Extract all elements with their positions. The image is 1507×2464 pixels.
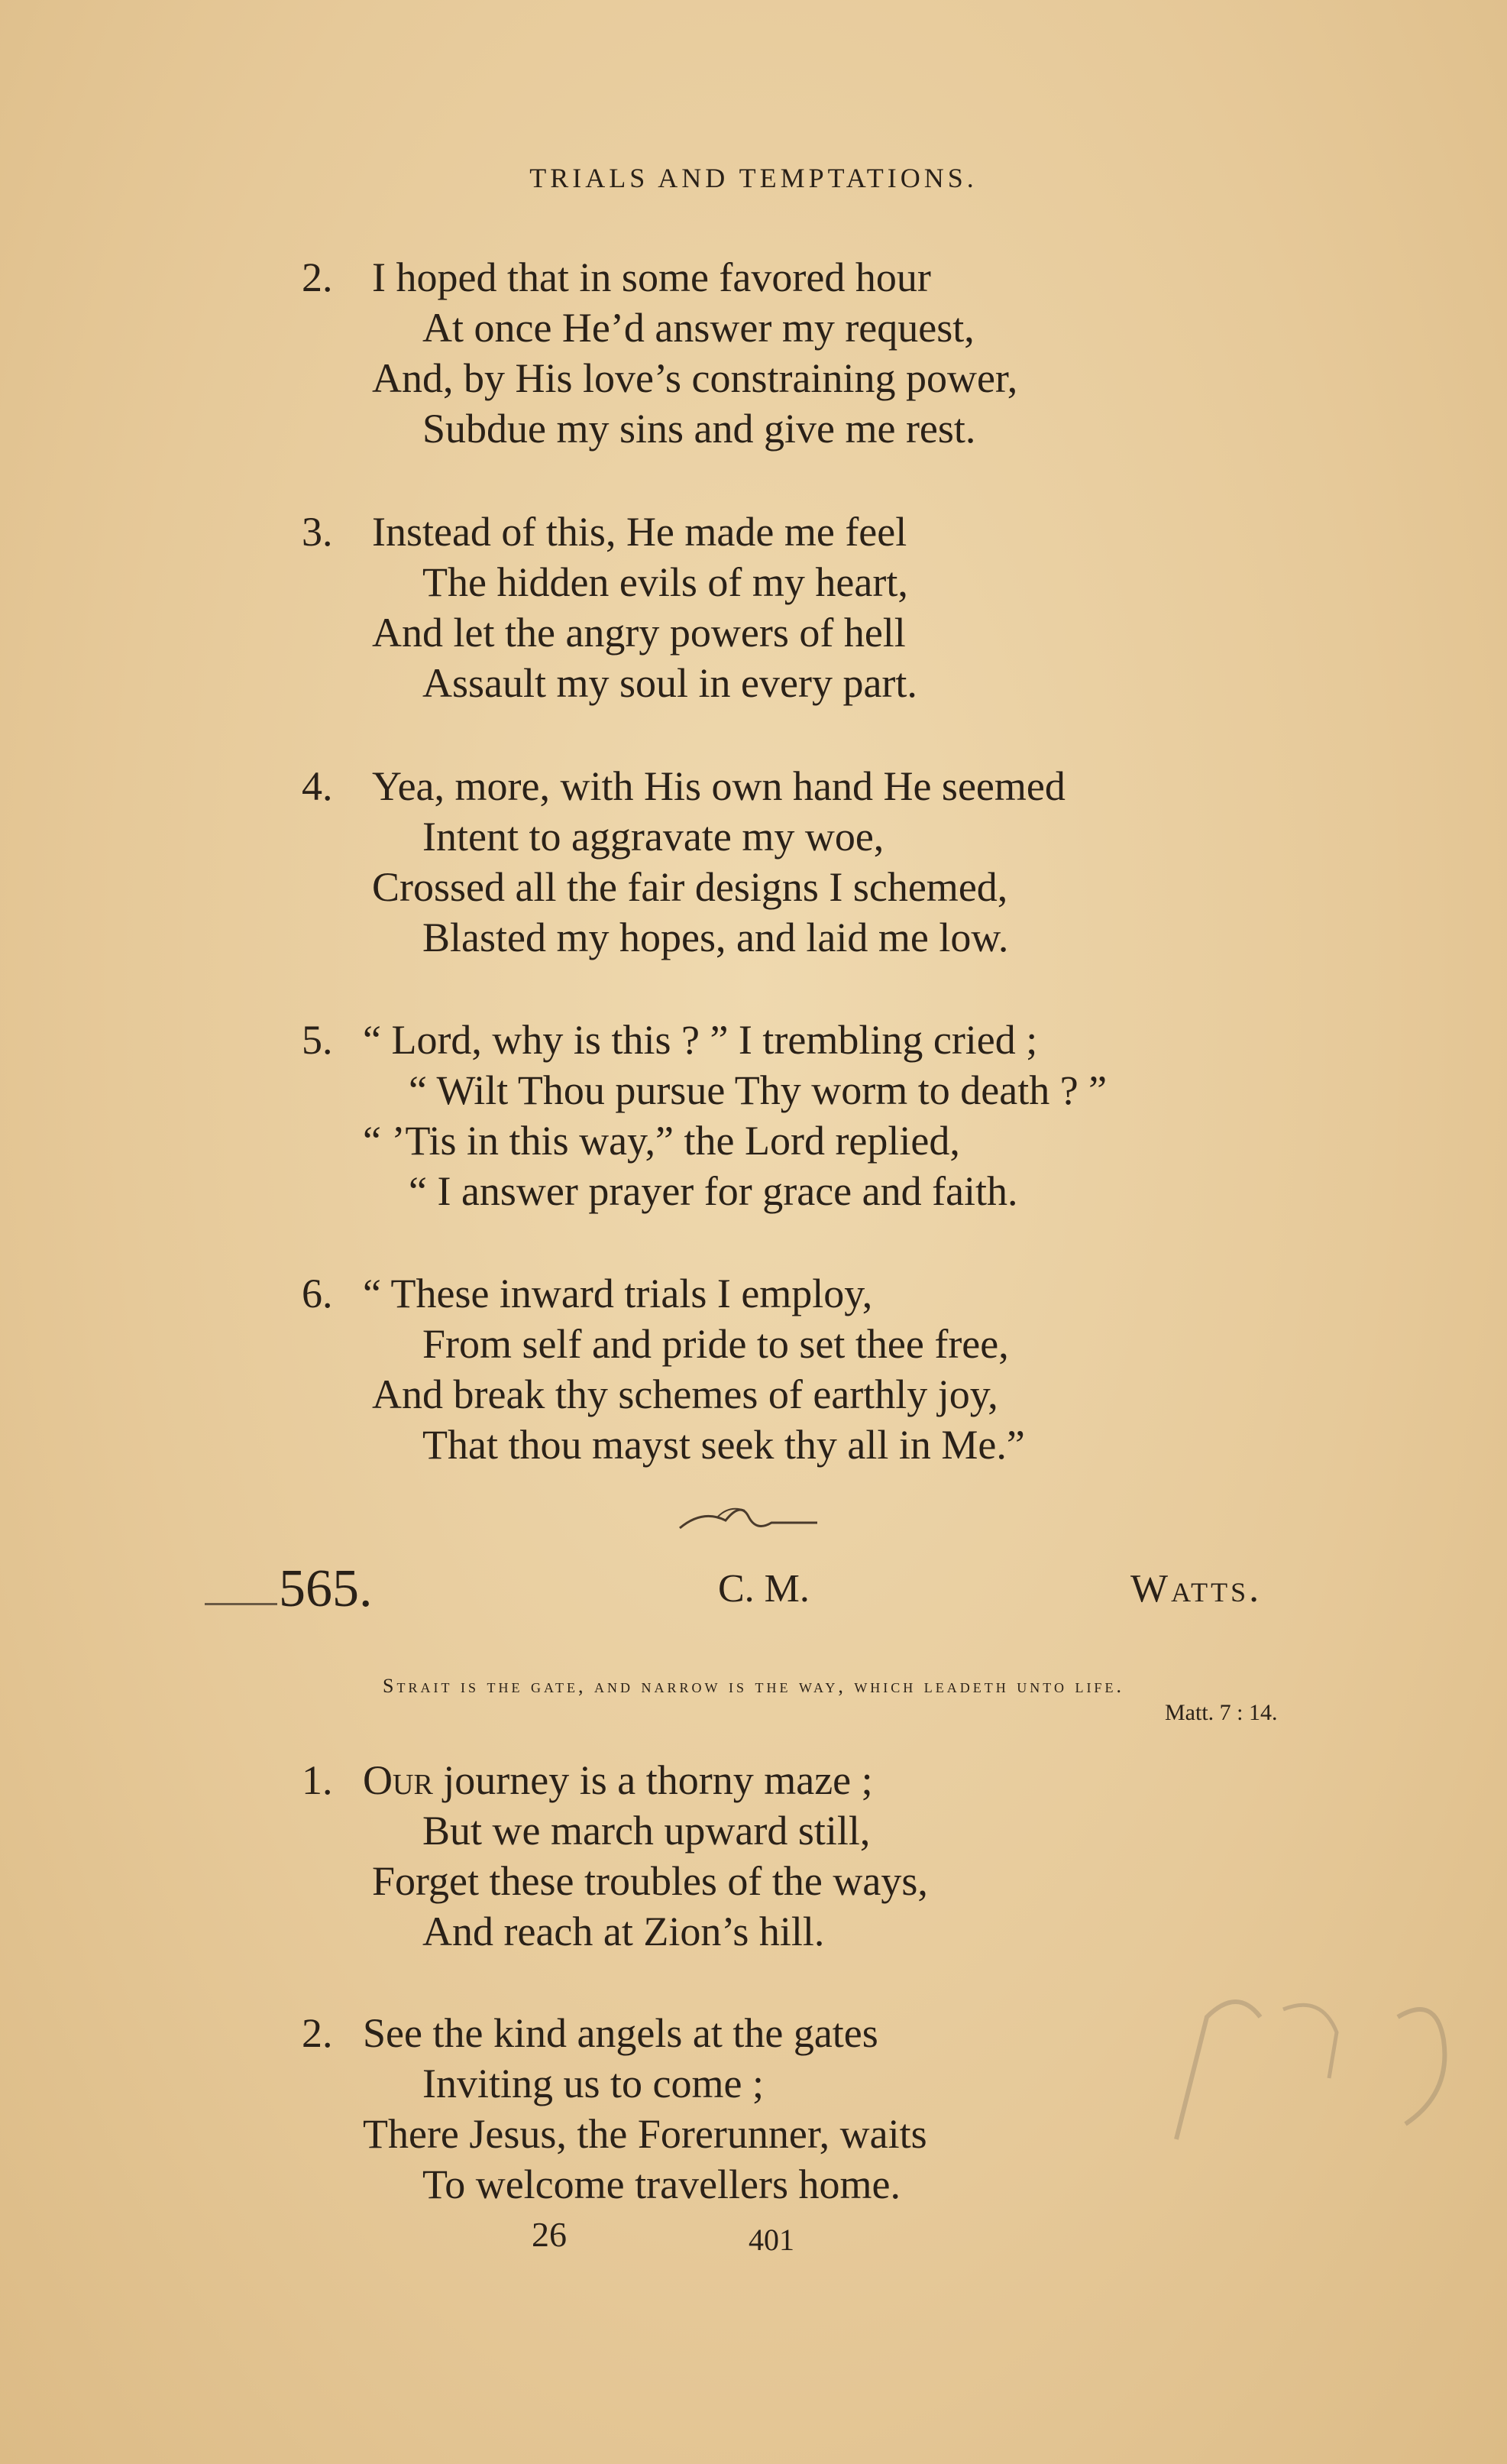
verse-line: And, by His love’s constraining power, (372, 355, 1018, 401)
hymn-meter: C. M. (718, 1567, 810, 1611)
running-head: TRIALS AND TEMPTATIONS. (529, 163, 978, 193)
verse-line: But we march upward still, (422, 1808, 871, 1854)
stanza-number: 6. (302, 1271, 333, 1316)
verse-line-rest: journey is a thorny maze ; (432, 1757, 873, 1803)
verse-line: To welcome travellers home. (422, 2161, 901, 2207)
first-word: Our (363, 1757, 433, 1803)
verse-line: And break thy schemes of earthly joy, (372, 1371, 998, 1417)
verse-line: Crossed all the fair designs I schemed, (372, 864, 1008, 910)
verse-line: See the kind angels at the gates (363, 2010, 878, 2056)
verse-line: Inviting us to come ; (422, 2061, 764, 2106)
verse-line: “ Wilt Thou pursue Thy worm to death ? ” (409, 1067, 1108, 1113)
verse-line: There Jesus, the Forerunner, waits (363, 2111, 927, 2157)
verse-line: “ I answer prayer for grace and faith. (409, 1168, 1018, 1214)
verse-line: That thou mayst seek thy all in Me.” (422, 1422, 1025, 1468)
verse-line (363, 1755, 873, 1805)
verse-line: Forget these troubles of the ways, (372, 1858, 928, 1904)
hymn-565-header (0, 1559, 1507, 1627)
verse-line: Intent to aggravate my woe, (422, 814, 884, 860)
stanza-number: 3. (302, 509, 333, 555)
stanza-number: 1. (302, 1757, 333, 1803)
stanza-number: 4. (302, 763, 333, 809)
scripture-reference: Matt. 7 : 14. (1165, 1700, 1278, 1725)
signature-mark: 26 (532, 2215, 567, 2254)
ornament-flourish-icon (672, 1494, 825, 1540)
page-number: 401 (749, 2223, 794, 2257)
verse-line: And let the angry powers of hell (372, 610, 906, 656)
stanza-number: 2. (302, 2010, 333, 2056)
verse-line: I hoped that in some favored hour (372, 254, 931, 300)
stanza-number: 2. (302, 254, 333, 300)
verse-line: Instead of this, He made me feel (372, 509, 907, 555)
verse-line: “ These inward trials I employ, (363, 1271, 873, 1316)
verse-line: The hidden evils of my heart, (422, 559, 908, 605)
pencil-dash (205, 1603, 277, 1605)
hymn-number: 565. (279, 1559, 373, 1618)
verse-line: Blasted my hopes, and laid me low. (422, 915, 1009, 960)
scripture-text: Strait is the gate, and narrow is the way, which leadeth unto life. (383, 1675, 1124, 1697)
verse-line: Yea, more, with His own hand He seemed (372, 763, 1066, 809)
verse-line: Subdue my sins and give me rest. (422, 406, 976, 452)
verse-line: From self and pride to set thee free, (422, 1321, 1009, 1367)
stanza-number: 5. (302, 1017, 333, 1063)
verse-line: “ ’Tis in this way,” the Lord replied, (363, 1118, 960, 1164)
verse-line: “ Lord, why is this ? ” I trembling cried ; (363, 1017, 1038, 1063)
pencil-marking-icon (1146, 1925, 1467, 2200)
verse-line: And reach at Zion’s hill. (422, 1909, 825, 1954)
verse-line: Assault my soul in every part. (422, 660, 917, 706)
hymn-author: Watts. (1130, 1567, 1263, 1611)
verse-line: At once He’d answer my request, (422, 305, 975, 351)
